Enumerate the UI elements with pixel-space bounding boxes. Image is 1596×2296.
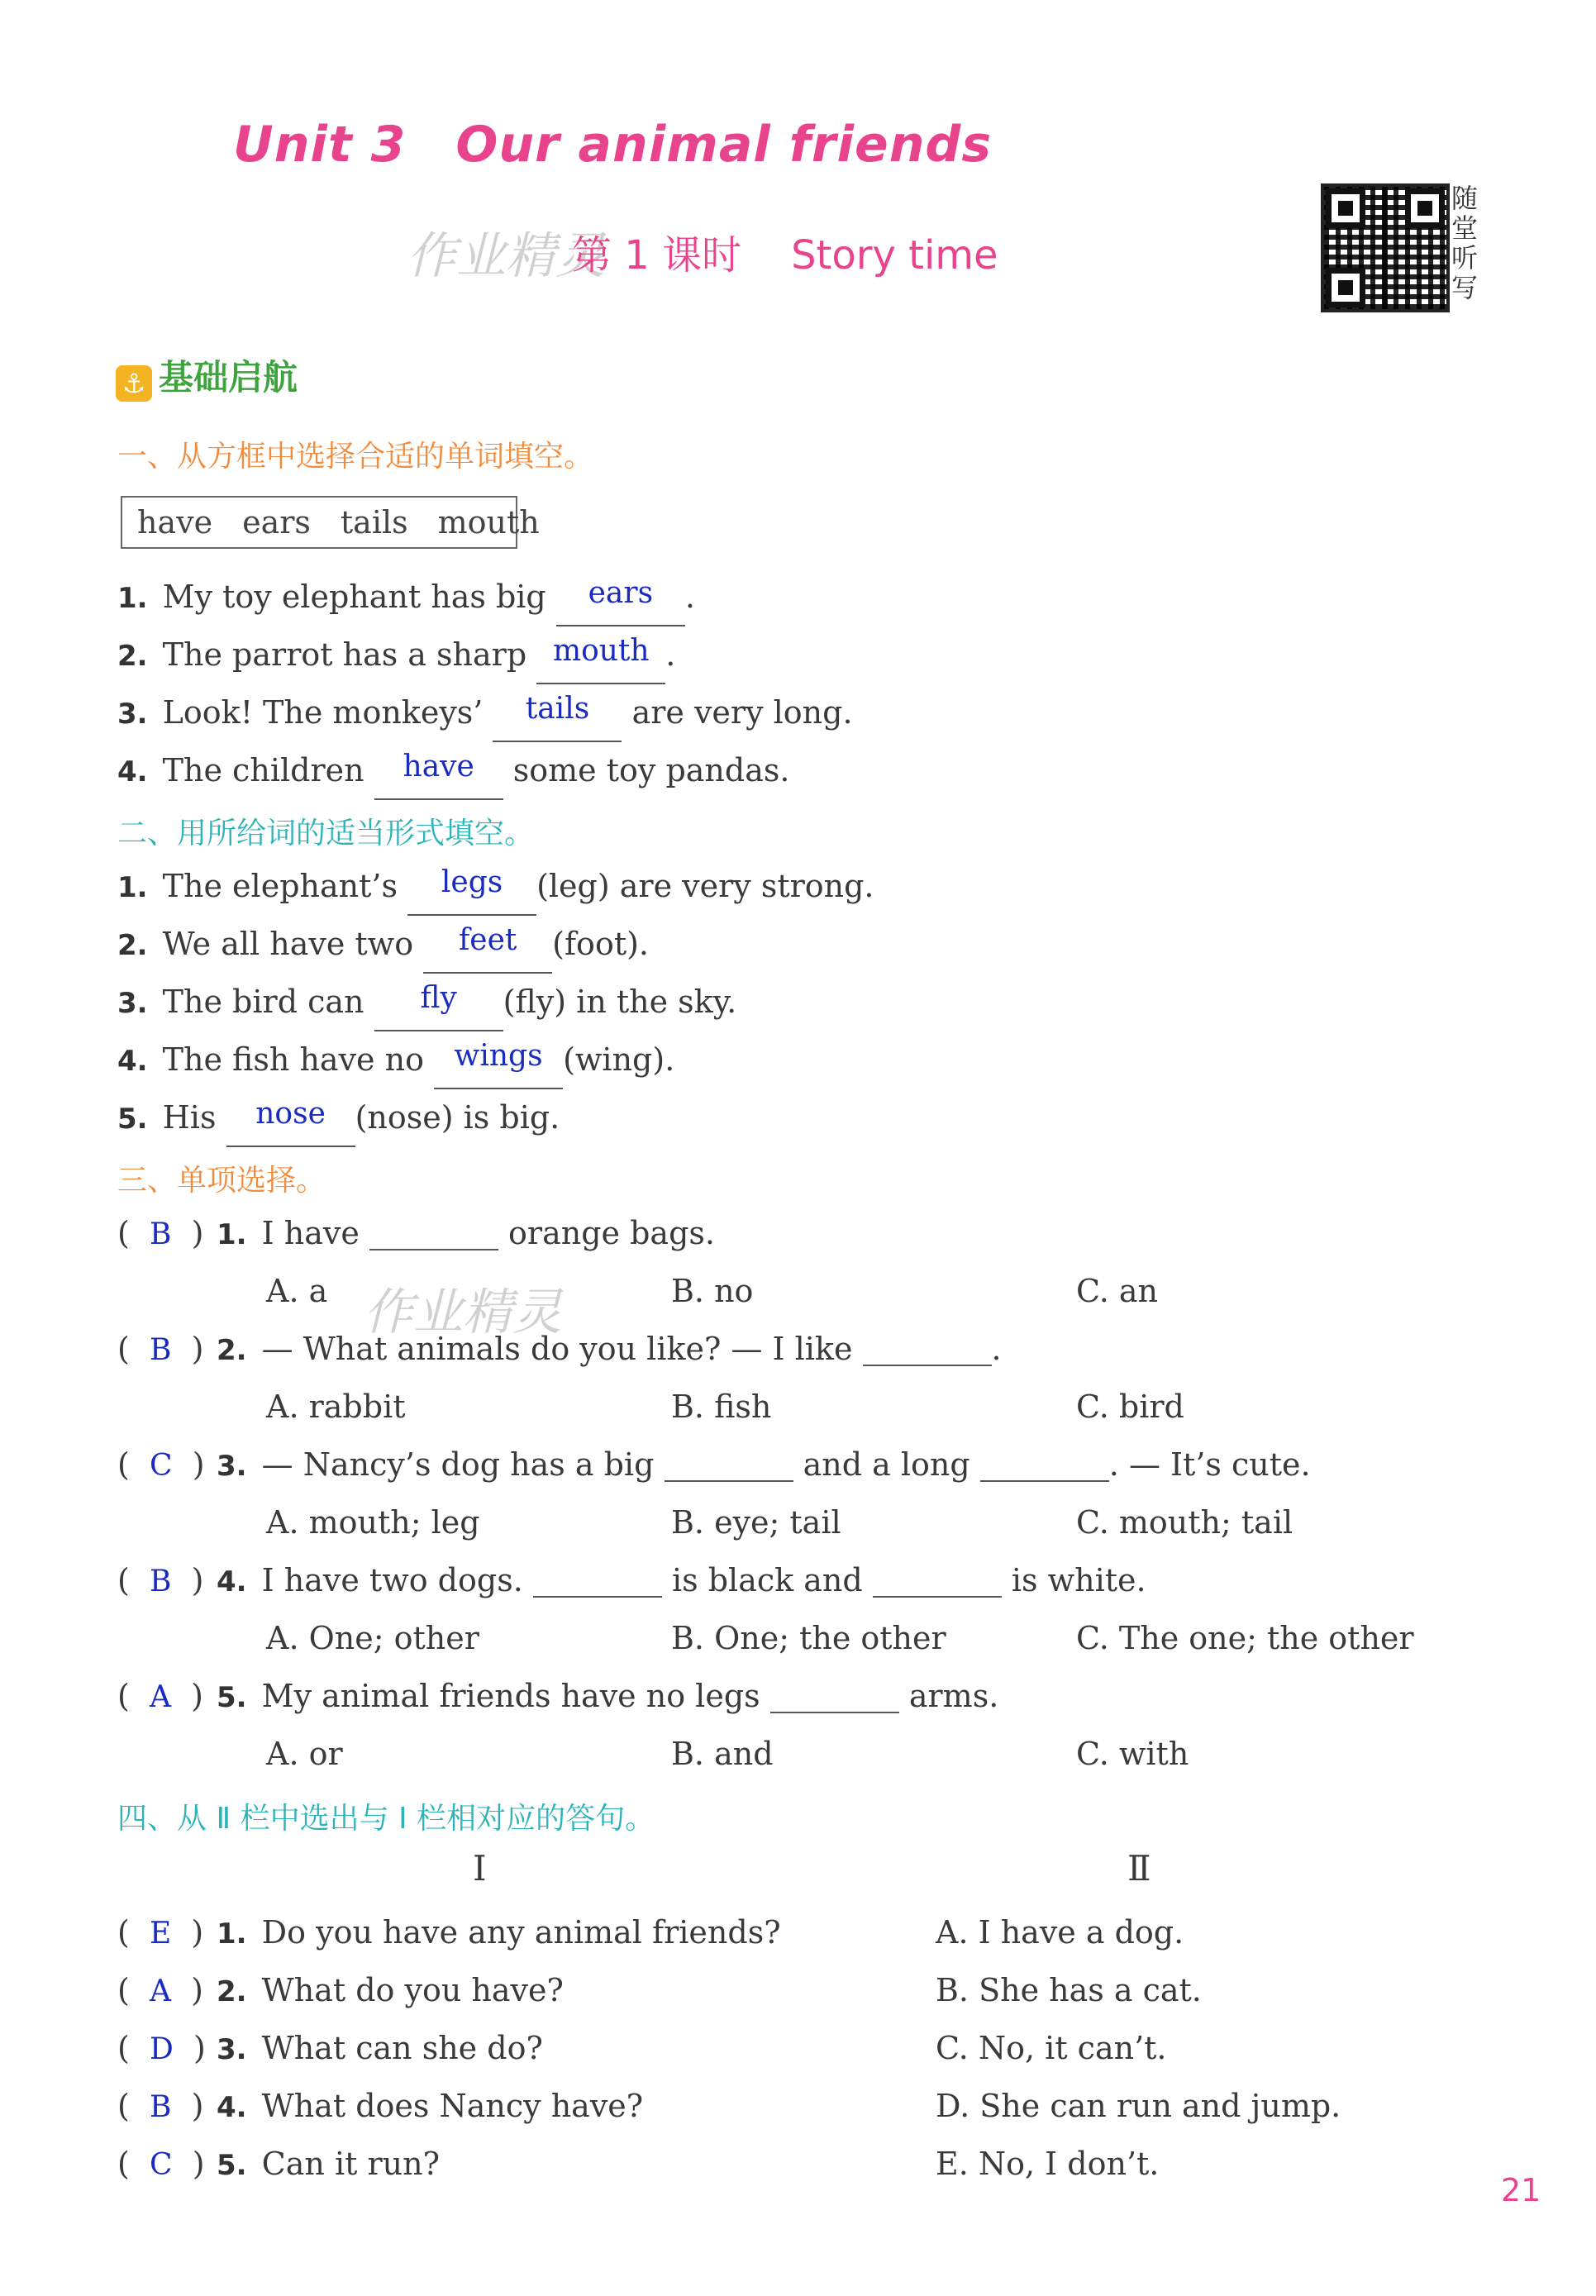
match-response: C. No, it can’t. xyxy=(936,2030,1167,2066)
lesson-number: 第 1 课时 xyxy=(572,232,742,279)
option-c[interactable]: C. bird xyxy=(1076,1389,1184,1425)
option-b[interactable]: B. One; the other xyxy=(671,1620,946,1656)
match-question: ( B ) 4. What does Nancy have? xyxy=(117,2083,643,2129)
fill-item: 4. The fish have no wings (wing). xyxy=(117,1036,674,1083)
option-c[interactable]: C. The one; the other xyxy=(1076,1620,1414,1656)
answer-paren[interactable]: ( A ) xyxy=(117,1678,203,1714)
match-question: ( C ) 5. Can it run? xyxy=(117,2141,440,2187)
match-question: ( E ) 1. Do you have any animal friends? xyxy=(117,1909,781,1955)
choice-options xyxy=(0,1615,1596,1661)
option-b[interactable]: B. and xyxy=(671,1736,774,1772)
answer-blank[interactable]: fly xyxy=(374,992,503,1031)
section-title: ⚓ 基础启航 xyxy=(116,350,298,402)
answer-paren[interactable]: ( E ) xyxy=(117,1914,204,1951)
anchor-icon: ⚓ xyxy=(116,365,152,402)
answer-paren[interactable]: ( C ) xyxy=(117,2146,205,2182)
choice-options xyxy=(0,1731,1596,1777)
option-a[interactable]: A. rabbit xyxy=(266,1389,406,1425)
page-number: 21 xyxy=(1501,2172,1541,2208)
match-question: ( D ) 3. What can she do? xyxy=(117,2025,543,2071)
option-b[interactable]: B. fish xyxy=(671,1389,772,1425)
choice-options xyxy=(0,1499,1596,1546)
choice-question: ( B ) 1. I have orange bags. xyxy=(117,1210,715,1256)
answer-blank[interactable] xyxy=(980,1442,1109,1482)
word-box xyxy=(121,496,540,549)
choice-question: ( C ) 3. — Nancy’s dog has a big and a long . — It’s cute. xyxy=(117,1441,1311,1488)
answer-blank[interactable] xyxy=(863,1327,992,1366)
answer-blank[interactable] xyxy=(533,1558,662,1598)
option-c[interactable]: C. with xyxy=(1076,1736,1189,1772)
column-two-label: Ⅱ xyxy=(1127,1848,1151,1889)
part1-heading: 一、从方框中选择合适的单词填空。 xyxy=(117,440,594,474)
part4-heading: 四、从 Ⅱ 栏中选出与 Ⅰ 栏相对应的答句。 xyxy=(117,1802,655,1836)
unit-number: Unit 3 xyxy=(233,116,407,174)
watermark-text: 作业精灵 xyxy=(407,227,605,285)
fill-item: 3. Look! The monkeys’ tails are very long. xyxy=(117,689,853,736)
match-response: A. I have a dog. xyxy=(936,1914,1184,1951)
choice-question: ( A ) 5. My animal friends have no legs arms. xyxy=(117,1673,998,1719)
answer-blank[interactable]: tails xyxy=(493,703,622,742)
word-option: ears xyxy=(242,504,311,541)
column-one-label: Ⅰ xyxy=(473,1848,487,1889)
match-response: B. She has a cat. xyxy=(936,1972,1202,2008)
choice-question: ( B ) 4. I have two dogs. is black and is white. xyxy=(117,1557,1146,1603)
answer-paren[interactable]: ( A ) xyxy=(117,1972,203,2008)
answer-paren[interactable]: ( B ) xyxy=(117,2088,204,2124)
choice-options xyxy=(0,1384,1596,1430)
word-option: mouth xyxy=(437,504,540,541)
fill-item: 4. The children have some toy pandas. xyxy=(117,747,789,793)
answer-blank[interactable]: have xyxy=(374,760,503,800)
answer-blank[interactable]: ears xyxy=(556,587,685,626)
option-a[interactable]: A. a xyxy=(266,1273,328,1309)
answer-blank[interactable]: feet xyxy=(423,934,552,974)
qr-label: 随 堂 听 写 xyxy=(1451,183,1478,303)
answer-paren[interactable]: ( B ) xyxy=(117,1562,204,1598)
option-b[interactable]: B. no xyxy=(671,1273,754,1309)
lesson-name: Story time xyxy=(791,232,998,279)
option-a[interactable]: A. One; other xyxy=(266,1620,479,1656)
word-option: tails xyxy=(340,504,408,541)
match-response: D. She can run and jump. xyxy=(936,2088,1341,2124)
qr-code-icon[interactable] xyxy=(1321,183,1450,312)
unit-title xyxy=(233,116,992,174)
answer-blank[interactable] xyxy=(770,1674,899,1713)
word-option: have xyxy=(137,504,213,541)
answer-blank[interactable]: mouth xyxy=(536,645,665,684)
answer-blank[interactable]: wings xyxy=(434,1050,563,1089)
answer-blank[interactable] xyxy=(369,1211,498,1250)
lesson-title xyxy=(572,223,998,280)
answer-paren[interactable]: ( C ) xyxy=(117,1446,205,1483)
fill-item: 3. The bird can fly (fly) in the sky. xyxy=(117,979,736,1025)
fill-item: 1. My toy elephant has big ears . xyxy=(117,574,695,620)
option-a[interactable]: A. or xyxy=(266,1736,343,1772)
unit-name: Our animal friends xyxy=(455,116,993,174)
part2-heading: 二、用所给词的适当形式填空。 xyxy=(117,817,535,850)
choice-options xyxy=(0,1268,1596,1314)
option-b[interactable]: B. eye; tail xyxy=(671,1504,841,1541)
fill-item: 5. His nose (nose) is big. xyxy=(117,1094,560,1141)
answer-blank[interactable]: legs xyxy=(407,876,536,916)
fill-item: 2. We all have two feet (foot). xyxy=(117,921,649,967)
answer-paren[interactable]: ( B ) xyxy=(117,1215,204,1251)
answer-paren[interactable]: ( D ) xyxy=(117,2030,206,2066)
option-c[interactable]: C. an xyxy=(1076,1273,1159,1309)
watermark-text: 作业精灵 xyxy=(364,1284,562,1341)
answer-blank[interactable] xyxy=(665,1442,793,1482)
answer-paren[interactable]: ( B ) xyxy=(117,1331,204,1367)
choice-question: ( B ) 2. — What animals do you like? — I like . xyxy=(117,1326,1002,1372)
answer-blank[interactable]: nose xyxy=(226,1108,355,1147)
fill-item: 2. The parrot has a sharp mouth . xyxy=(117,631,675,678)
match-question: ( A ) 2. What do you have? xyxy=(117,1967,564,2013)
option-a[interactable]: A. mouth; leg xyxy=(266,1504,480,1541)
part3-heading: 三、单项选择。 xyxy=(117,1164,326,1198)
match-response: E. No, I don’t. xyxy=(936,2146,1160,2182)
answer-blank[interactable] xyxy=(873,1558,1002,1598)
fill-item: 1. The elephant’s legs (leg) are very strong. xyxy=(117,863,874,909)
option-c[interactable]: C. mouth; tail xyxy=(1076,1504,1293,1541)
